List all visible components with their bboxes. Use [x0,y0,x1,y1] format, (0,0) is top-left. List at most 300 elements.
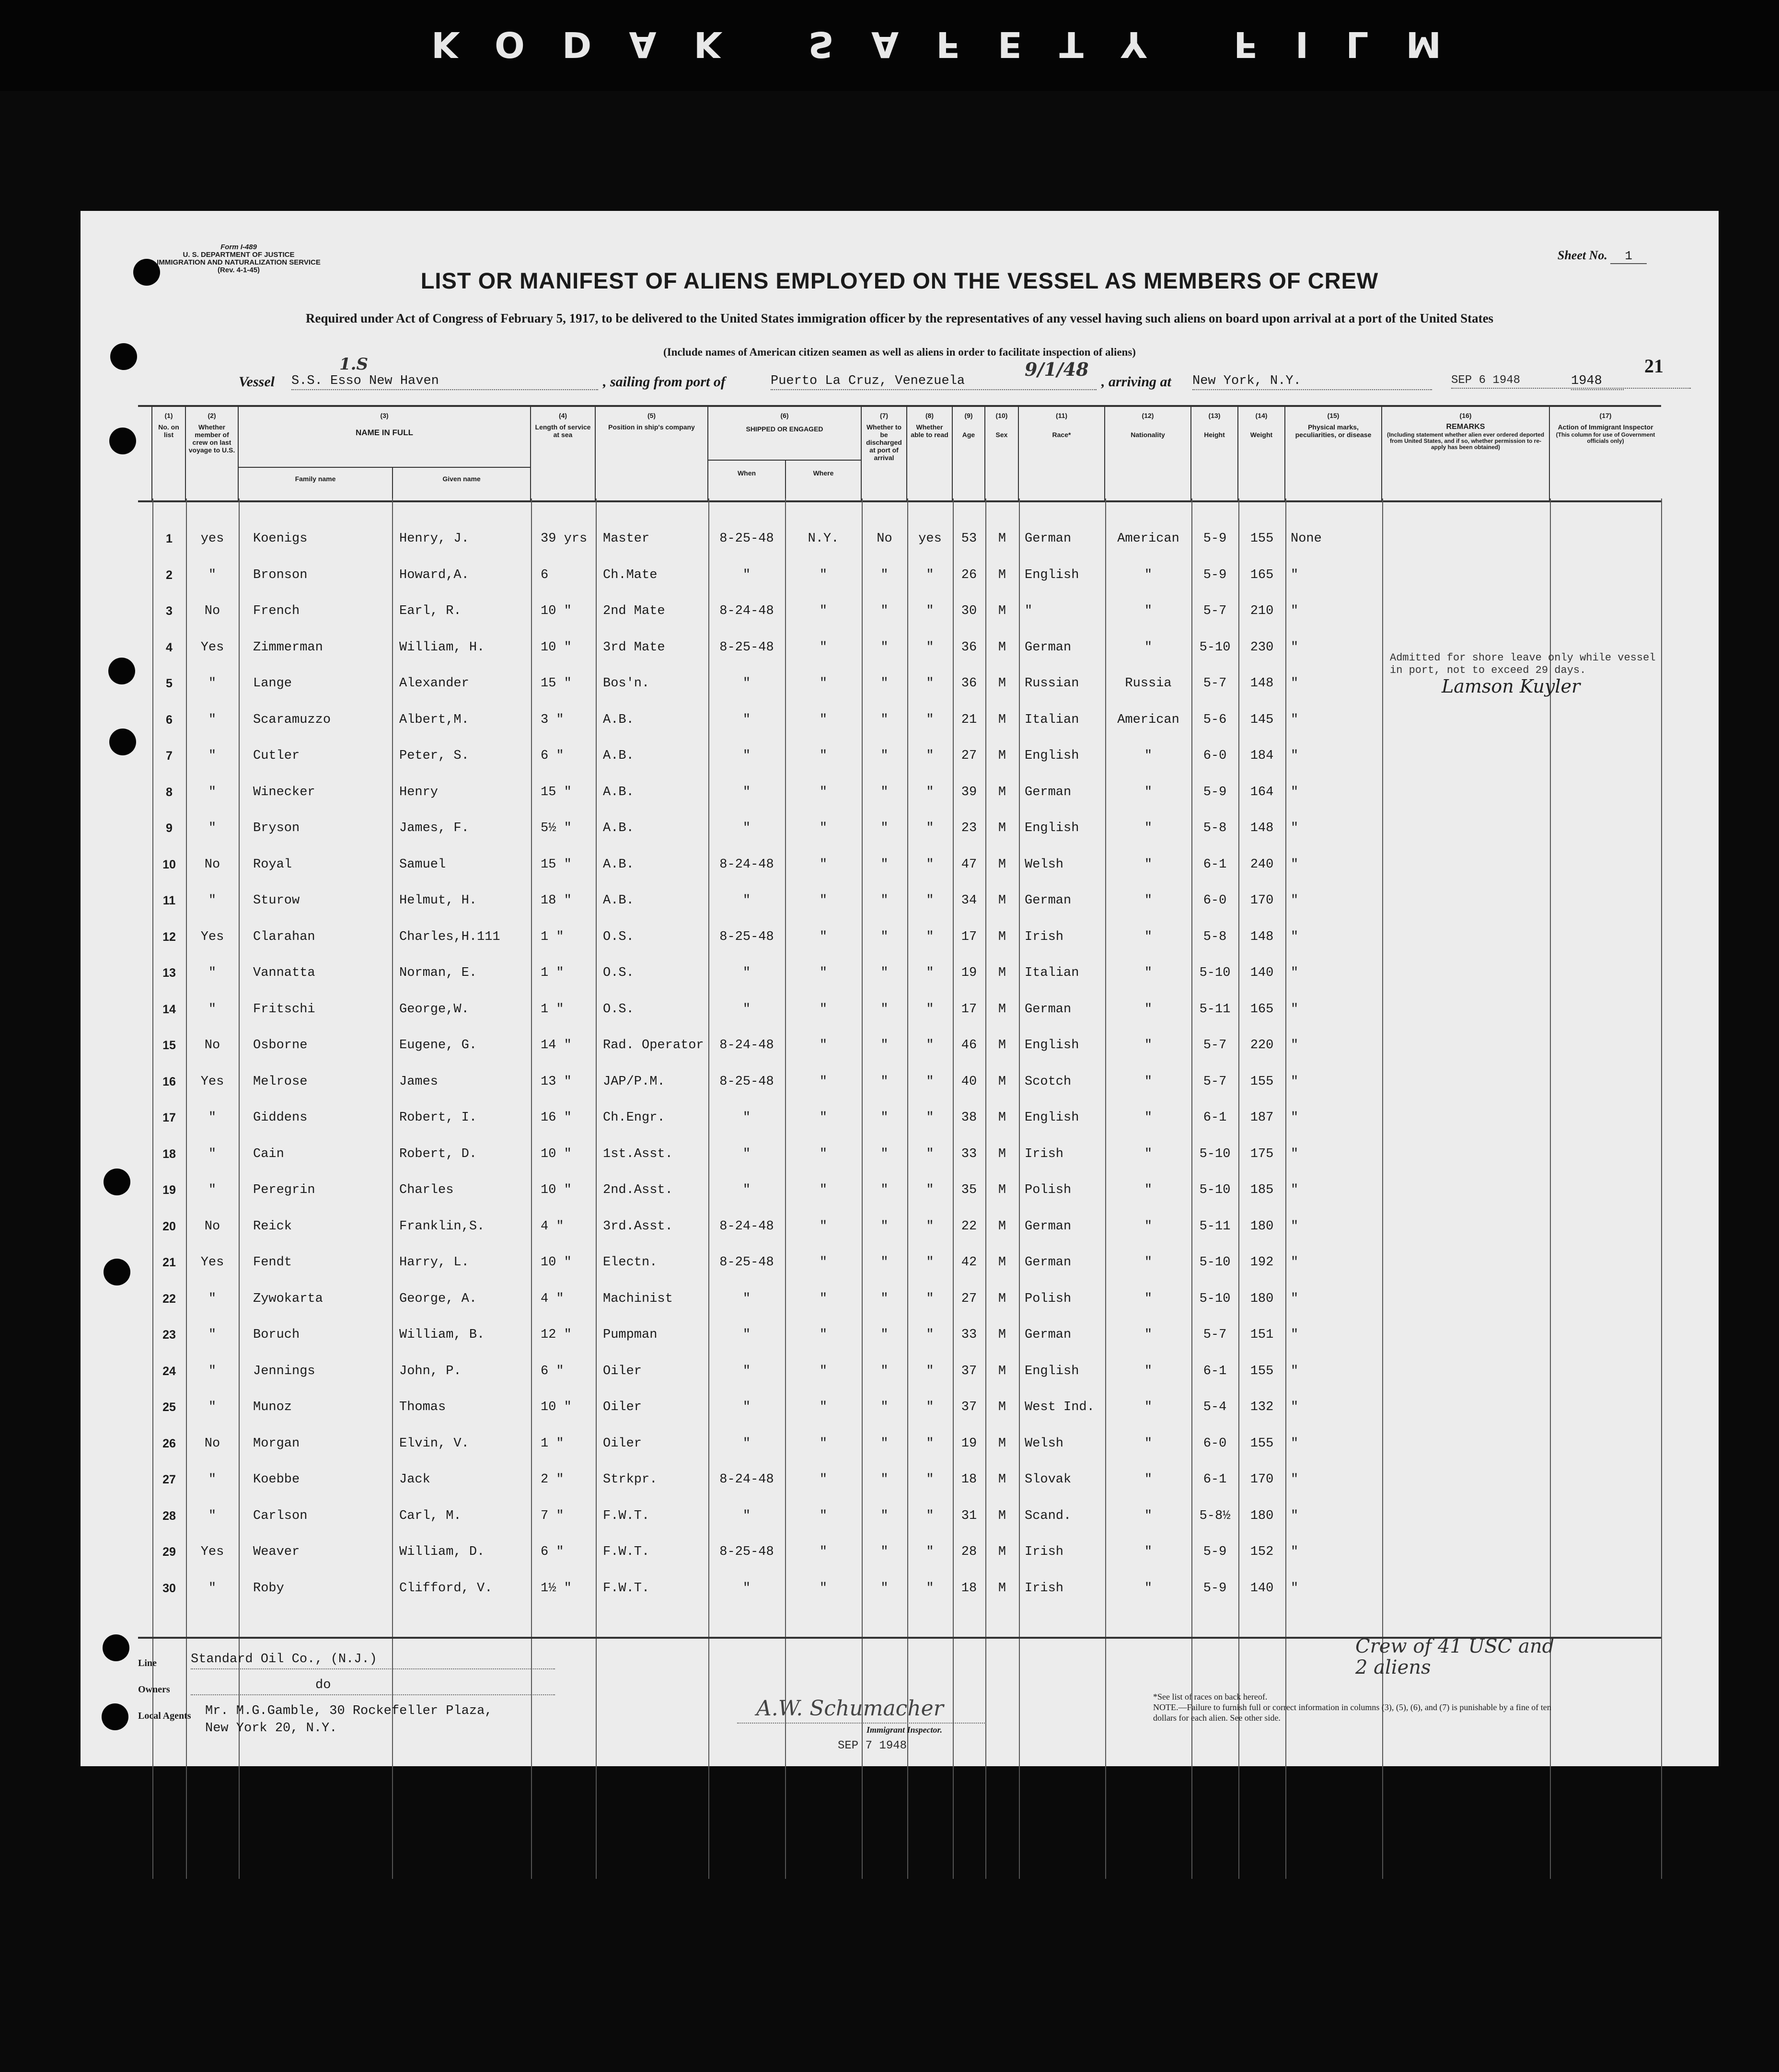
film-edge-text: KODAK SAFETY FILM [431,23,1479,65]
cell-height: 6-1 [1203,1472,1227,1487]
cell-sex: M [998,1111,1006,1125]
cell-sex: M [998,676,1006,691]
cell-nationality: " [1144,1183,1153,1197]
cell-nationality: American [1117,532,1179,546]
punch-hole [104,1169,130,1195]
cell-given-name: Thomas [399,1400,446,1414]
cell-weight: 192 [1250,1255,1274,1270]
cell-able-to-read: " [926,1219,934,1234]
cell-sex: M [998,1472,1006,1487]
cell-discharged: " [880,604,889,618]
cell-given-name: James [399,1074,439,1089]
cell-nationality: " [1144,821,1153,835]
cell-family-name: Morgan [253,1436,300,1451]
cell-age: 35 [961,1183,977,1197]
cell-family-name: Cain [253,1146,284,1161]
table-row [138,1526,1661,1562]
sailing-label: , sailing from port of [603,374,726,390]
cell-family-name: Fritschi [253,1002,315,1017]
cell-age: 53 [961,532,977,546]
header-where: Where [813,469,834,477]
cell-position: A.B. [603,821,634,835]
cell-physical-marks: " [1291,1508,1299,1523]
agents-value-2: New York 20, N.Y. [205,1721,337,1736]
cell-previous-voyage: " [208,1183,217,1197]
cell-height: 6-0 [1203,749,1227,763]
cell-race: Irish [1025,929,1064,944]
footnotes [1153,1691,1575,1723]
cell-discharged: " [880,1255,889,1270]
cell-service-length: 2 " [541,1472,564,1487]
cell-given-name: Peter, S. [399,749,469,763]
cell-weight: 220 [1250,1038,1274,1053]
cell-able-to-read: " [926,929,934,944]
cell-race: German [1025,785,1072,799]
cell-weight: 170 [1250,893,1274,908]
punch-hole [102,1703,128,1730]
cell-previous-voyage: Yes [200,929,224,944]
cell-height: 5-10 [1199,1146,1231,1161]
cell-shipped-when: 8-25-48 [719,1074,774,1089]
cell-race: Polish [1025,1291,1072,1306]
cell-shipped-when: " [742,1002,751,1017]
cell-service-length: 10 " [541,1255,572,1270]
cell-shipped-when: " [742,1146,751,1161]
row-number: 12 [162,930,176,944]
cell-shipped-where: " [819,712,828,727]
cell-nationality: " [1144,1074,1153,1089]
cell-position: JAP/P.M. [603,1074,665,1089]
cell-shipped-when: " [742,785,751,799]
arriving-label: , arriving at [1101,374,1171,390]
cell-able-to-read: " [926,1074,934,1089]
cell-weight: 230 [1250,640,1274,655]
cell-race: German [1025,1219,1072,1234]
cell-discharged: No [877,532,892,546]
handwritten-date: 9/1/48 [1025,359,1089,380]
cell-family-name: Koenigs [253,532,308,546]
cell-given-name: Henry [399,785,439,799]
inspector-date-stamp: SEP 7 1948 [838,1739,907,1752]
arrival-year: 1948 [1571,374,1624,390]
manifest-footer [138,1637,1661,1759]
agents-value-1: Mr. M.G.Gamble, 30 Rockefeller Plaza, [205,1704,493,1718]
cell-weight: 155 [1250,532,1274,546]
cell-age: 28 [961,1545,977,1559]
header-col-10: (10) Sex [985,407,1019,500]
cell-sex: M [998,532,1006,546]
cell-weight: 175 [1250,1146,1274,1161]
cell-discharged: " [880,1002,889,1017]
cell-discharged: " [880,1074,889,1089]
cell-shipped-when: 8-24-48 [719,1038,774,1053]
cell-service-length: 10 " [541,604,572,618]
cell-position: Master [603,532,650,546]
cell-shipped-when: 8-25-48 [719,640,774,655]
cell-previous-voyage: " [208,567,217,582]
cell-race: Welsh [1025,1436,1064,1451]
cell-given-name: Earl, R. [399,604,462,618]
cell-sex: M [998,966,1006,980]
cell-age: 17 [961,1002,977,1017]
row-number: 21 [162,1256,176,1269]
cell-physical-marks: " [1291,676,1299,691]
cell-weight: 180 [1250,1508,1274,1523]
cell-nationality: " [1144,1291,1153,1306]
row-number: 6 [166,713,173,727]
cell-given-name: Norman, E. [399,966,477,980]
row-number: 27 [162,1473,176,1486]
cell-given-name: George, A. [399,1291,477,1306]
cell-previous-voyage: " [208,1291,217,1306]
cell-previous-voyage: " [208,712,217,727]
cell-position: A.B. [603,749,634,763]
header-when: When [737,469,756,477]
cell-discharged: " [880,1146,889,1161]
cell-discharged: " [880,929,889,944]
cell-nationality: " [1144,1328,1153,1342]
cell-shipped-when: " [742,749,751,763]
cell-able-to-read: " [926,966,934,980]
cell-able-to-read: " [926,1472,934,1487]
cell-nationality: Russia [1125,676,1172,691]
cell-discharged: " [880,1111,889,1125]
cell-age: 26 [961,567,977,582]
cell-shipped-where: " [819,785,828,799]
cell-family-name: Scaramuzzo [253,712,331,727]
cell-age: 42 [961,1255,977,1270]
form-number: Form I-489 [220,243,257,251]
cell-given-name: Alexander [399,676,469,691]
cell-height: 5-9 [1203,1581,1227,1596]
cell-service-length: 6 " [541,749,564,763]
cell-previous-voyage: " [208,1328,217,1342]
cell-shipped-where: " [819,1291,828,1306]
cell-age: 40 [961,1074,977,1089]
cell-nationality: American [1117,712,1179,727]
cell-previous-voyage: " [208,1472,217,1487]
table-row [138,766,1661,802]
inspector-label: Immigrant Inspector. [866,1725,943,1735]
cell-sex: M [998,712,1006,727]
header-col-3: (3) NAME IN FULL Family name Given name [239,407,531,500]
cell-nationality: " [1144,857,1153,872]
cell-discharged: " [880,1472,889,1487]
cell-discharged: " [880,712,889,727]
cell-height: 5-10 [1199,1255,1231,1270]
cell-shipped-where: " [819,1038,828,1053]
sheet-number [1558,248,1647,263]
cell-race: English [1025,567,1079,582]
cell-shipped-where: " [819,1255,828,1270]
row-number: 11 [162,894,176,907]
cell-shipped-where: " [819,1146,828,1161]
cell-weight: 185 [1250,1183,1274,1197]
cell-shipped-where: " [819,1111,828,1125]
cell-race: Irish [1025,1581,1064,1596]
cell-family-name: Zywokarta [253,1291,323,1306]
cell-weight: 155 [1250,1436,1274,1451]
cell-shipped-when: " [742,1508,751,1523]
cell-previous-voyage: " [208,1364,217,1378]
cell-height: 5-8½ [1199,1508,1231,1523]
cell-age: 21 [961,712,977,727]
service: IMMIGRATION AND NATURALIZATION SERVICE [157,258,321,266]
cell-family-name: Weaver [253,1545,300,1559]
cell-nationality: " [1144,1581,1153,1596]
cell-position: 2nd.Asst. [603,1183,673,1197]
cell-service-length: 18 " [541,893,572,908]
cell-shipped-where: " [819,1508,828,1523]
cell-position: A.B. [603,893,634,908]
cell-race: German [1025,893,1072,908]
cell-shipped-when: " [742,676,751,691]
cell-position: 2nd Mate [603,604,665,618]
table-row [138,658,1661,694]
cell-sex: M [998,1291,1006,1306]
cell-nationality: " [1144,893,1153,908]
cell-weight: 140 [1250,1581,1274,1596]
cell-discharged: " [880,893,889,908]
cell-shipped-where: " [819,640,828,655]
cell-physical-marks: " [1291,893,1299,908]
cell-race: Russian [1025,676,1079,691]
table-row [138,622,1661,658]
cell-discharged: " [880,1183,889,1197]
header-col-16: (16) REMARKS (Including statement whether alien ever ordered deported from United States, and if so, whether permission to re-apply has been obtained) [1382,407,1550,500]
row-number: 4 [166,640,173,654]
header-col-11: (11) Race* [1019,407,1105,500]
cell-shipped-where: " [819,567,828,582]
cell-physical-marks: " [1291,966,1299,980]
cell-physical-marks: " [1291,1183,1299,1197]
cell-nationality: " [1144,966,1153,980]
cell-given-name: Carl, M. [399,1508,462,1523]
cell-previous-voyage: Yes [200,640,224,655]
row-number: 20 [162,1219,176,1233]
cell-height: 6-0 [1203,893,1227,908]
cell-position: A.B. [603,712,634,727]
cell-service-length: 1½ " [541,1581,572,1596]
cell-physical-marks: " [1291,712,1299,727]
cell-sex: M [998,1545,1006,1559]
cell-race: Irish [1025,1545,1064,1559]
cell-shipped-where: " [819,1074,828,1089]
footnote-penalty: NOTE.—Failure to furnish full or correct information in columns (3), (5), (6), and (7) is punishable by a fine of ten dollars for each alien. See other side. [1153,1702,1551,1723]
cell-position: Oiler [603,1400,642,1414]
cell-age: 33 [961,1328,977,1342]
cell-shipped-when: 8-24-48 [719,857,774,872]
cell-race: English [1025,821,1079,835]
cell-service-length: 6 [541,567,549,582]
cell-previous-voyage: " [208,1581,217,1596]
cell-shipped-where: " [819,1436,828,1451]
cell-sex: M [998,929,1006,944]
cell-shipped-when: " [742,1111,751,1125]
page-subtitle: Required under Act of Congress of February 5, 1917, to be delivered to the United States immigration officer by the representatives of any vessel having such aliens on board upon arrival at a port of the United States [305,311,1494,325]
cell-nationality: " [1144,1002,1153,1017]
cell-age: 46 [961,1038,977,1053]
cell-height: 5-11 [1199,1002,1231,1017]
cell-previous-voyage: " [208,676,217,691]
cell-height: 6-1 [1203,1111,1227,1125]
cell-height: 5-6 [1203,712,1227,727]
cell-position: F.W.T. [603,1581,650,1596]
cell-family-name: Boruch [253,1328,300,1342]
punch-hole [104,1259,130,1285]
punch-hole [103,1634,129,1661]
cell-race: Scotch [1025,1074,1072,1089]
cell-able-to-read: " [926,1291,934,1306]
header-col-17: (17) Action of Immigrant Inspector (This column for use of Government officials only) [1556,412,1655,444]
cell-service-length: 13 " [541,1074,572,1089]
cell-able-to-read: " [926,785,934,799]
cell-family-name: Lange [253,676,292,691]
cell-physical-marks: " [1291,1328,1299,1342]
cell-position: Oiler [603,1364,642,1378]
cell-physical-marks: " [1291,1219,1299,1234]
film-edge [0,0,1779,91]
cell-nationality: " [1144,567,1153,582]
table-row [138,1201,1661,1237]
header-col-4: (4) Length of service at sea [531,407,596,500]
cell-given-name: Harry, L. [399,1255,469,1270]
punch-hole [109,428,136,454]
cell-nationality: " [1144,785,1153,799]
cell-family-name: Reick [253,1219,292,1234]
cell-position: O.S. [603,966,634,980]
table-row [138,1454,1661,1490]
cell-family-name: Zimmerman [253,640,323,655]
cell-service-length: 4 " [541,1219,564,1234]
cell-shipped-where: " [819,966,828,980]
row-number: 2 [166,568,173,582]
cell-position: F.W.T. [603,1508,650,1523]
remarks-stamp: Admitted for shore leave only while vessel in port, not to exceed 29 days. [1390,652,1656,676]
arrival-date-stamp: SEP 6 1948 [1451,374,1691,389]
cell-nationality: " [1144,929,1153,944]
cell-shipped-when: " [742,1400,751,1414]
cell-discharged: " [880,1436,889,1451]
cell-weight: 155 [1250,1074,1274,1089]
cell-height: 5-7 [1203,1074,1227,1089]
cell-age: 19 [961,1436,977,1451]
cell-service-length: 10 " [541,1183,572,1197]
cell-shipped-when: 8-24-48 [719,604,774,618]
line-label: Line [138,1658,157,1668]
cell-previous-voyage: No [204,1219,220,1234]
cell-age: 37 [961,1400,977,1414]
cell-able-to-read: " [926,640,934,655]
cell-service-length: 5½ " [541,821,572,835]
cell-shipped-where: " [819,857,828,872]
vessel-label: Vessel [239,374,275,390]
cell-able-to-read: " [926,1183,934,1197]
cell-physical-marks: " [1291,567,1299,582]
cell-given-name: William, B. [399,1328,485,1342]
cell-physical-marks: " [1291,749,1299,763]
cell-service-length: 7 " [541,1508,564,1523]
cell-weight: 170 [1250,1472,1274,1487]
cell-family-name: Royal [253,857,292,872]
cell-position: Bos'n. [603,676,650,691]
cell-shipped-where: " [819,1472,828,1487]
cell-weight: 165 [1250,567,1274,582]
cell-position: O.S. [603,1002,634,1017]
cell-service-length: 15 " [541,785,572,799]
cell-able-to-read: " [926,1508,934,1523]
cell-age: 34 [961,893,977,908]
row-number: 3 [166,604,173,618]
cell-given-name: William, D. [399,1545,485,1559]
cell-physical-marks: " [1291,785,1299,799]
cell-given-name: Eugene, G. [399,1038,477,1053]
row-number: 26 [162,1436,176,1450]
cell-shipped-when: " [742,712,751,727]
row-number: 23 [162,1328,176,1342]
header-col-8: (8) Whether able to read [907,407,953,500]
owners-value: do [315,1678,331,1692]
agents-label: Local Agents [138,1711,191,1721]
cell-shipped-when: " [742,821,751,835]
cell-weight: 151 [1250,1328,1274,1342]
cell-age: 33 [961,1146,977,1161]
cell-previous-voyage: " [208,749,217,763]
cell-given-name: Henry, J. [399,532,469,546]
cell-weight: 180 [1250,1291,1274,1306]
row-number: 8 [166,785,173,799]
cell-age: 18 [961,1472,977,1487]
cell-position: Electn. [603,1255,658,1270]
header-col-6: (6) SHIPPED OR ENGAGED When Where [708,407,862,500]
cell-service-length: 1 " [541,1002,564,1017]
cell-family-name: Giddens [253,1111,308,1125]
header-col-5: (5) Position in ship's company [596,407,708,500]
cell-family-name: French [253,604,300,618]
row-number: 14 [162,1002,176,1016]
cell-discharged: " [880,785,889,799]
table-row [138,911,1661,947]
table-header [138,405,1661,502]
cell-race: Polish [1025,1183,1072,1197]
cell-weight: 184 [1250,749,1274,763]
table-row [138,1128,1661,1164]
cell-nationality: " [1144,1400,1153,1414]
cell-height: 6-1 [1203,857,1227,872]
cell-nationality: " [1144,1545,1153,1559]
cell-shipped-where: " [819,821,828,835]
cell-given-name: Jack [399,1472,430,1487]
cell-family-name: Carlson [253,1508,308,1523]
cell-discharged: " [880,821,889,835]
cell-nationality: " [1144,1038,1153,1053]
cell-family-name: Melrose [253,1074,308,1089]
cell-given-name: Charles [399,1183,454,1197]
cell-physical-marks: " [1291,1581,1299,1596]
table-row [138,875,1661,911]
sheet-number-label: Sheet No. [1557,248,1607,262]
cell-shipped-where: " [819,749,828,763]
cell-sex: M [998,749,1006,763]
cell-weight: 152 [1250,1545,1274,1559]
cell-weight: 180 [1250,1219,1274,1234]
cell-service-length: 15 " [541,857,572,872]
cell-nationality: " [1144,749,1153,763]
table-row [138,1490,1661,1526]
cell-position: Ch.Engr. [603,1111,665,1125]
manifest-sheet [81,211,1719,1766]
cell-discharged: " [880,676,889,691]
